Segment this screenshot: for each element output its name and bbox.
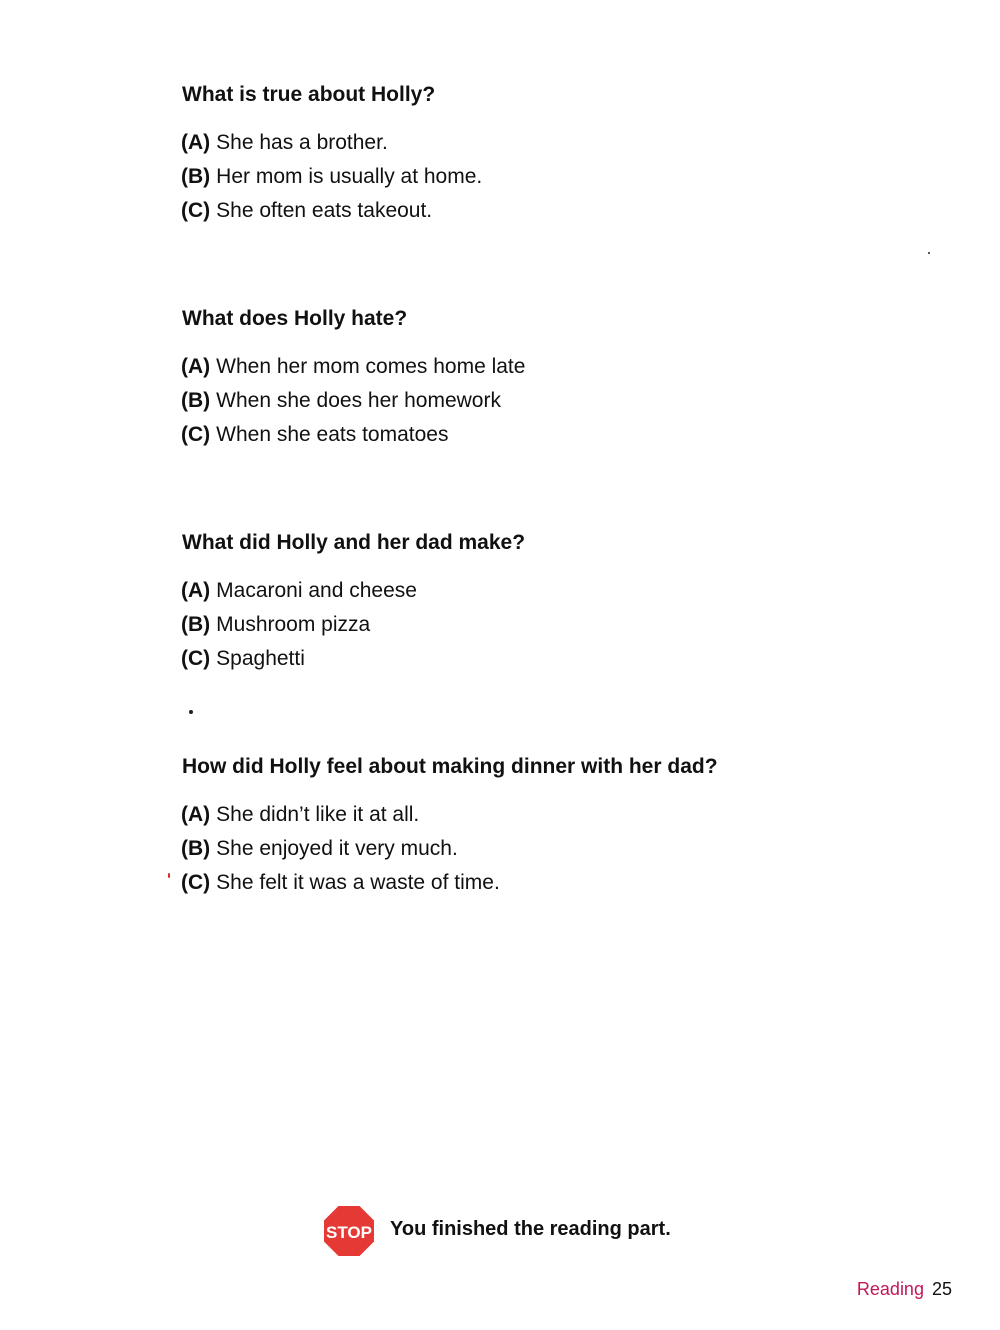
option-text: She often eats takeout. xyxy=(216,199,433,222)
option-text: She has a brother. xyxy=(216,131,388,154)
option-text: Spaghetti xyxy=(216,647,305,670)
option-letter: (B) xyxy=(181,837,211,860)
option-b[interactable] xyxy=(181,612,370,638)
option-text: Macaroni and cheese xyxy=(216,579,417,602)
scan-speck xyxy=(168,873,170,878)
option-c[interactable] xyxy=(181,870,500,896)
option-text: When she does her homework xyxy=(216,389,501,412)
stop-sign-text: STOP xyxy=(326,1223,372,1242)
option-letter: (C) xyxy=(181,871,211,894)
option-c[interactable] xyxy=(181,198,432,224)
option-text: Her mom is usually at home. xyxy=(216,165,483,188)
option-a[interactable] xyxy=(181,802,419,828)
option-letter: (A) xyxy=(181,579,211,602)
stop-message: You finished the reading part. xyxy=(390,1218,671,1240)
option-letter: (C) xyxy=(181,199,211,222)
scan-speck xyxy=(189,710,193,714)
option-b[interactable] xyxy=(181,164,482,190)
option-a[interactable] xyxy=(181,578,417,604)
option-text: Mushroom pizza xyxy=(216,613,371,636)
option-letter: (B) xyxy=(181,613,211,636)
option-letter: (C) xyxy=(181,423,211,446)
option-text: She felt it was a waste of time. xyxy=(216,871,500,894)
option-letter: (C) xyxy=(181,647,211,670)
question-text: What did Holly and her dad make? xyxy=(182,531,526,554)
option-text: When her mom comes home late xyxy=(216,355,526,378)
stop-notice xyxy=(322,1204,742,1258)
question-text: What is true about Holly? xyxy=(182,83,436,106)
scan-speck xyxy=(928,252,930,254)
option-b[interactable] xyxy=(181,836,458,862)
option-letter: (A) xyxy=(181,131,211,154)
option-letter: (B) xyxy=(181,389,211,412)
stop-sign-icon xyxy=(322,1204,376,1258)
question-text: What does Holly hate? xyxy=(182,307,408,330)
question-text: How did Holly feel about making dinner with her dad? xyxy=(182,755,718,778)
option-letter: (B) xyxy=(181,165,211,188)
option-text: She enjoyed it very much. xyxy=(216,837,458,860)
option-text: When she eats tomatoes xyxy=(216,423,449,446)
option-letter: (A) xyxy=(181,355,211,378)
option-c[interactable] xyxy=(181,646,305,672)
section-name: Reading xyxy=(856,1279,924,1299)
page-number: 25 xyxy=(931,1279,952,1299)
option-c[interactable] xyxy=(181,422,448,448)
option-a[interactable] xyxy=(181,354,525,380)
option-letter: (A) xyxy=(181,803,211,826)
option-b[interactable] xyxy=(181,388,501,414)
option-text: She didn’t like it at all. xyxy=(216,803,420,826)
page-footer xyxy=(857,1279,952,1300)
option-a[interactable] xyxy=(181,130,388,156)
